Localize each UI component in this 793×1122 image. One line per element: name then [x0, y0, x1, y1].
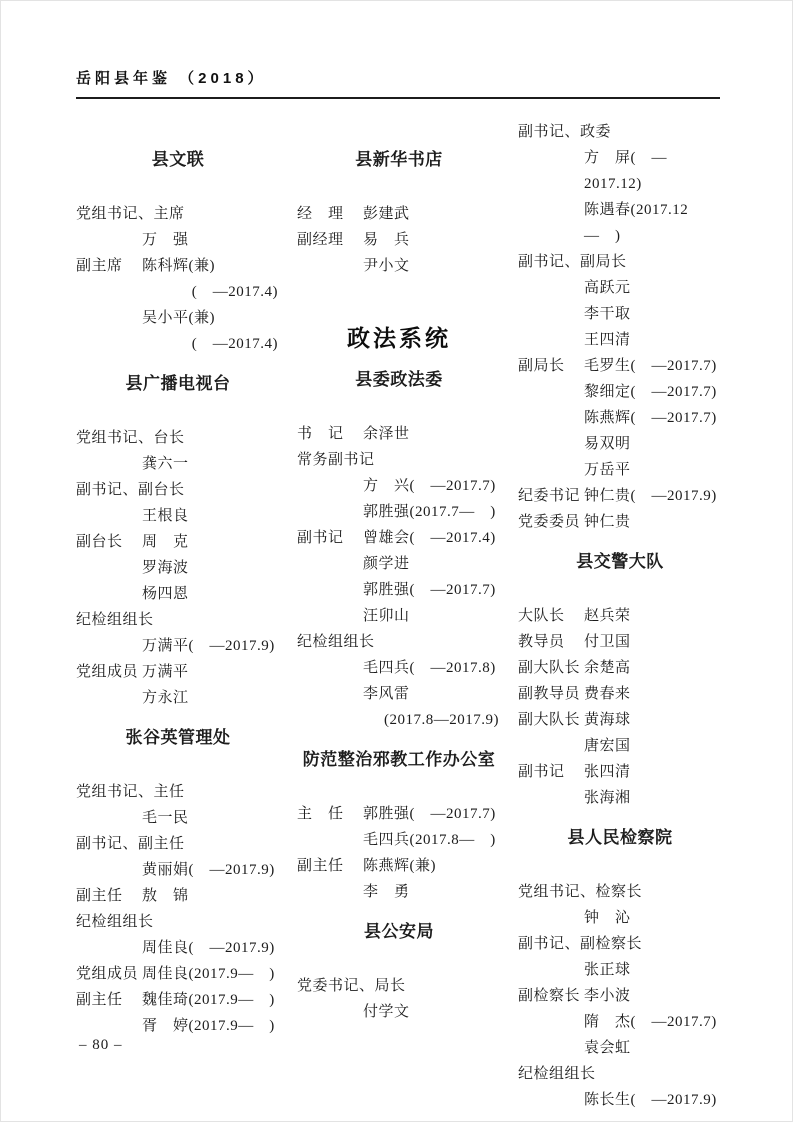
section-title: 县委政法委 — [355, 370, 443, 389]
position-label: 副局长 — [518, 358, 565, 374]
position-label: 纪检组组长 — [297, 634, 375, 650]
position-label: 副大队长 — [518, 712, 581, 728]
entry-row — [518, 119, 722, 145]
person-name: 郭胜强( —2017.7) — [363, 806, 496, 822]
section-3-2 — [518, 551, 722, 811]
entry-row — [76, 935, 280, 961]
section-3-1 — [518, 113, 722, 535]
entry-row — [76, 607, 280, 633]
person-name: 李风雷 — [363, 686, 410, 702]
entry-row — [297, 201, 501, 227]
person-name: 唐宏国 — [584, 738, 631, 754]
position-label — [76, 857, 142, 883]
entry-row — [518, 1087, 722, 1113]
entry-row — [518, 983, 722, 1009]
person-name: 袁会虹 — [584, 1040, 631, 1056]
position-label — [76, 503, 142, 529]
section-2-1 — [297, 149, 501, 279]
section-1-1 — [76, 149, 280, 357]
person-name: 毛四兵( —2017.8) — [363, 660, 496, 676]
position-label — [297, 827, 363, 853]
person-name: 陈燕辉(兼) — [363, 858, 436, 874]
position-label: 党组书记、主席 — [76, 206, 185, 222]
position-label: 副书记、副主任 — [76, 836, 185, 852]
person-name: 余楚高 — [584, 660, 631, 676]
position-label — [518, 431, 584, 457]
position-label: 副书记、副局长 — [518, 254, 627, 270]
position-label — [297, 551, 363, 577]
person-name: 黄丽娟( —2017.9) — [142, 862, 275, 878]
person-name: 周佳良( —2017.9) — [142, 940, 275, 956]
person-name: 曾雄会( —2017.4) — [363, 530, 496, 546]
page-number: – 80 – — [79, 1037, 123, 1053]
entry-row — [297, 801, 501, 827]
person-name: 陈长生( —2017.9) — [584, 1092, 717, 1108]
entry-row — [518, 431, 722, 457]
date-range: (2017.8—2017.9) — [384, 712, 499, 728]
entry-row — [76, 987, 280, 1013]
person-name: 郭胜强( —2017.7) — [363, 582, 496, 598]
person-name: 张海湘 — [584, 790, 631, 806]
position-label — [297, 473, 363, 499]
position-label: 副书记、政委 — [518, 124, 612, 140]
person-name: 吴小平(兼) — [142, 310, 215, 326]
entry-row — [297, 973, 501, 999]
position-label: 常务副书记 — [297, 452, 375, 468]
content-columns — [76, 99, 720, 1113]
section-2-3 — [297, 369, 501, 733]
entry-row — [76, 227, 280, 253]
person-name: 尹小文 — [363, 258, 410, 274]
position-label — [518, 301, 584, 327]
group-heading: 政法系统 — [347, 325, 451, 351]
entry-row — [518, 785, 722, 811]
entry-row — [297, 655, 501, 681]
entry-row — [76, 503, 280, 529]
position-label — [76, 935, 142, 961]
entry-row — [76, 1013, 280, 1039]
entry-row — [518, 145, 722, 197]
person-name: 陈燕辉( —2017.7) — [584, 410, 717, 426]
entry-row — [518, 1061, 722, 1087]
position-label: 纪委书记 — [518, 488, 581, 504]
person-name: 汪卯山 — [363, 608, 410, 624]
section-title: 县交警大队 — [576, 552, 664, 571]
position-label: 纪检组组长 — [76, 612, 154, 628]
person-name: 魏佳琦(2017.9— ) — [142, 992, 275, 1008]
position-label — [518, 145, 584, 197]
position-label — [518, 275, 584, 301]
section-title: 防范整治邪教工作办公室 — [302, 750, 496, 769]
person-name: 高跃元 — [584, 280, 631, 296]
position-label: 党组书记、台长 — [76, 430, 185, 446]
section-1-3 — [76, 727, 280, 1039]
entry-row — [518, 353, 722, 379]
position-label: 副书记、副检察长 — [518, 936, 643, 952]
position-label — [518, 457, 584, 483]
section-title: 县公安局 — [364, 922, 434, 941]
position-label — [76, 451, 142, 477]
person-name: 陈遇春(2017.12— ) — [584, 202, 689, 244]
section-3-3 — [518, 827, 722, 1113]
entry-row — [76, 451, 280, 477]
running-head-title: 岳阳县年鉴 （2018） — [76, 70, 267, 87]
entry-row — [518, 275, 722, 301]
position-label — [297, 655, 363, 681]
entry-row — [518, 655, 722, 681]
position-label — [518, 733, 584, 759]
entry-row — [76, 581, 280, 607]
page-footer — [79, 1037, 123, 1054]
column-3 — [518, 113, 722, 1113]
entry-row — [76, 555, 280, 581]
position-label: 副主任 — [297, 858, 344, 874]
position-label: 副主席 — [76, 258, 123, 274]
position-label: 副主任 — [76, 992, 123, 1008]
column-1 — [76, 113, 280, 1113]
entry-row — [297, 827, 501, 853]
entry-row — [518, 931, 722, 957]
person-name: 易双明 — [584, 436, 631, 452]
position-label — [297, 603, 363, 629]
position-label — [518, 1035, 584, 1061]
person-name: 敖 锦 — [142, 888, 189, 904]
entry-row — [76, 331, 280, 357]
entry-row — [518, 681, 722, 707]
position-label — [76, 227, 142, 253]
position-label: 副书记 — [518, 764, 565, 780]
entry-row — [297, 577, 501, 603]
position-label: 副教导员 — [518, 686, 581, 702]
position-label: 副书记、副台长 — [76, 482, 185, 498]
entry-row — [297, 879, 501, 905]
position-label: 党委委员 — [518, 514, 581, 530]
person-name: 杨四恩 — [142, 586, 189, 602]
position-label — [297, 879, 363, 905]
position-label — [76, 305, 142, 331]
position-label: 党组书记、检察长 — [518, 884, 643, 900]
position-label: 副检察长 — [518, 988, 581, 1004]
person-name: 彭建武 — [363, 206, 410, 222]
person-name: 余泽世 — [363, 426, 410, 442]
entry-row — [518, 707, 722, 733]
entry-row — [297, 707, 501, 733]
entry-row — [297, 473, 501, 499]
person-name: 万满平( —2017.9) — [142, 638, 275, 654]
running-head — [76, 67, 720, 99]
entry-row — [297, 499, 501, 525]
entry-row — [518, 879, 722, 905]
entry-row — [297, 551, 501, 577]
entry-row — [518, 379, 722, 405]
entry-row — [76, 857, 280, 883]
position-label — [76, 805, 142, 831]
person-name: 费春来 — [584, 686, 631, 702]
person-name: 李小波 — [584, 988, 631, 1004]
position-label — [297, 999, 363, 1025]
person-name: 龚六一 — [142, 456, 189, 472]
entry-row — [76, 961, 280, 987]
section-2-4 — [297, 749, 501, 905]
entry-row — [297, 603, 501, 629]
entry-row — [297, 525, 501, 551]
position-label: 纪检组组长 — [518, 1066, 596, 1082]
position-label: 主 任 — [297, 806, 344, 822]
position-label: 纪检组组长 — [76, 914, 154, 930]
entry-row — [76, 659, 280, 685]
position-label: 大队长 — [518, 608, 565, 624]
entry-row — [76, 425, 280, 451]
person-name: 毛四兵(2017.8— ) — [363, 832, 496, 848]
entry-row — [76, 883, 280, 909]
entry-row — [297, 253, 501, 279]
position-label — [518, 785, 584, 811]
position-label — [76, 581, 142, 607]
entry-row — [518, 405, 722, 431]
person-name: 万岳平 — [584, 462, 631, 478]
position-label — [76, 1013, 142, 1039]
person-name: 钟 沁 — [584, 910, 631, 926]
person-name: 付卫国 — [584, 634, 631, 650]
position-label — [518, 379, 584, 405]
entry-row — [518, 509, 722, 535]
entry-row — [518, 733, 722, 759]
position-label: 党组成员 — [76, 664, 139, 680]
entry-row — [76, 477, 280, 503]
entry-row — [297, 629, 501, 655]
entry-row — [76, 909, 280, 935]
person-name: 李 勇 — [363, 884, 410, 900]
person-name: 张正球 — [584, 962, 631, 978]
section-title: 县文联 — [151, 150, 205, 169]
entry-row — [297, 681, 501, 707]
entry-row — [76, 685, 280, 711]
position-label — [297, 577, 363, 603]
date-range: ( —2017.4) — [191, 284, 278, 300]
position-label — [518, 197, 584, 249]
section-title: 县广播电视台 — [125, 374, 231, 393]
position-label: 党委书记、局长 — [297, 978, 406, 994]
column-2 — [297, 113, 501, 1113]
person-name: 方 屏( —2017.12) — [584, 150, 667, 192]
entry-row — [518, 483, 722, 509]
person-name: 周 克 — [142, 534, 189, 550]
position-label: 教导员 — [518, 634, 565, 650]
entry-row — [518, 301, 722, 327]
entry-row — [518, 249, 722, 275]
entry-row — [518, 905, 722, 931]
entry-row — [518, 957, 722, 983]
person-name: 钟仁贵 — [584, 514, 631, 530]
section-1-2 — [76, 373, 280, 711]
entry-row — [518, 457, 722, 483]
section-2-5 — [297, 921, 501, 1025]
date-range: ( —2017.4) — [191, 336, 278, 352]
position-label — [76, 633, 142, 659]
position-label: 书 记 — [297, 426, 344, 442]
position-label: 副书记 — [297, 530, 344, 546]
person-name: 付学文 — [363, 1004, 410, 1020]
entry-row — [297, 227, 501, 253]
entry-row — [76, 831, 280, 857]
person-name: 方 兴( —2017.7) — [363, 478, 496, 494]
person-name: 毛罗生( —2017.7) — [584, 358, 717, 374]
entry-row — [76, 279, 280, 305]
position-label — [76, 685, 142, 711]
person-name: 胥 婷(2017.9— ) — [142, 1018, 275, 1034]
entry-row — [518, 327, 722, 353]
position-label — [297, 681, 363, 707]
position-label — [297, 499, 363, 525]
position-label: 经 理 — [297, 206, 344, 222]
position-label: 党组成员 — [76, 966, 139, 982]
person-name: 罗海波 — [142, 560, 189, 576]
section-title: 张谷英管理处 — [125, 728, 231, 747]
entry-row — [76, 779, 280, 805]
person-name: 方永江 — [142, 690, 189, 706]
section-title: 县人民检察院 — [567, 828, 673, 847]
person-name: 万满平 — [142, 664, 189, 680]
entry-row — [76, 253, 280, 279]
entry-row — [76, 529, 280, 555]
position-label: 副大队长 — [518, 660, 581, 676]
entry-row — [518, 603, 722, 629]
entry-row — [76, 633, 280, 659]
entry-row — [76, 201, 280, 227]
entry-row — [518, 629, 722, 655]
section-title: 县新华书店 — [355, 150, 443, 169]
person-name: 颜学进 — [363, 556, 410, 572]
position-label — [518, 1009, 584, 1035]
person-name: 隋 杰( —2017.7) — [584, 1014, 717, 1030]
person-name: 郭胜强(2017.7— ) — [363, 504, 496, 520]
entry-row — [518, 197, 722, 249]
person-name: 黄海球 — [584, 712, 631, 728]
page-inner — [1, 67, 792, 1113]
person-name: 王四清 — [584, 332, 631, 348]
entry-row — [297, 999, 501, 1025]
entry-row — [297, 447, 501, 473]
position-label: 副台长 — [76, 534, 123, 550]
person-name: 易 兵 — [363, 232, 410, 248]
person-name: 钟仁贵( —2017.9) — [584, 488, 717, 504]
entry-row — [518, 1009, 722, 1035]
position-label — [76, 555, 142, 581]
person-name: 陈科辉(兼) — [142, 258, 215, 274]
person-name: 毛一民 — [142, 810, 189, 826]
position-label — [518, 905, 584, 931]
person-name: 周佳良(2017.9— ) — [142, 966, 275, 982]
position-label — [518, 327, 584, 353]
entry-row — [518, 1035, 722, 1061]
entry-row — [76, 805, 280, 831]
person-name: 王根良 — [142, 508, 189, 524]
entry-row — [518, 759, 722, 785]
person-name: 万 强 — [142, 232, 189, 248]
person-name: 李干取 — [584, 306, 631, 322]
position-label: 副主任 — [76, 888, 123, 904]
person-name: 张四清 — [584, 764, 631, 780]
position-label — [297, 253, 363, 279]
position-label — [518, 405, 584, 431]
person-name: 赵兵荣 — [584, 608, 631, 624]
person-name: 黎细定( —2017.7) — [584, 384, 717, 400]
position-label: 副经理 — [297, 232, 344, 248]
position-label — [518, 1087, 584, 1113]
entry-row — [297, 853, 501, 879]
position-label — [518, 957, 584, 983]
entry-row — [76, 305, 280, 331]
position-label: 党组书记、主任 — [76, 784, 185, 800]
entry-row — [297, 421, 501, 447]
